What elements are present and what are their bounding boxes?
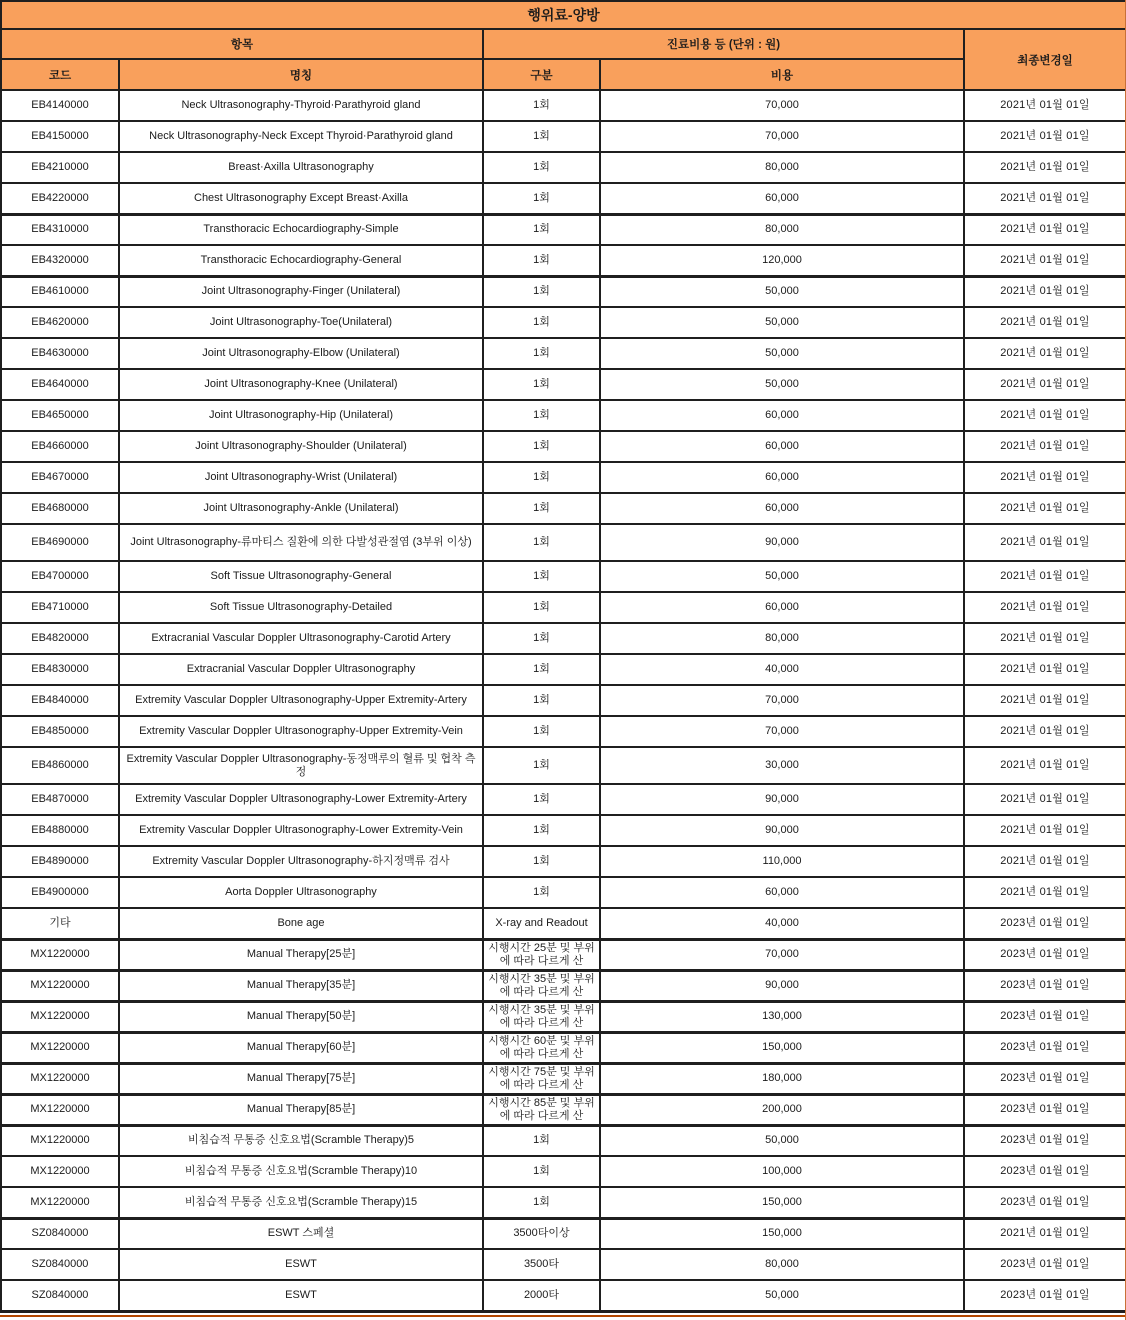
cell-date: 2021년 01월 01일 <box>964 784 1125 815</box>
header-category: 구분 <box>483 59 600 90</box>
cell-code: EB4900000 <box>1 877 119 908</box>
cell-code: EB4890000 <box>1 846 119 877</box>
cell-date: 2023년 01월 01일 <box>964 1156 1125 1187</box>
cell-date: 2023년 01월 01일 <box>964 1280 1125 1311</box>
cell-category: 1회 <box>483 462 600 493</box>
cell-code: EB4620000 <box>1 307 119 338</box>
fee-table-body <box>1 90 1125 1311</box>
table-row <box>1 1001 1125 1032</box>
cell-code: EB4670000 <box>1 462 119 493</box>
table-row <box>1 815 1125 846</box>
cell-category: 1회 <box>483 400 600 431</box>
cell-category: 1회 <box>483 877 600 908</box>
cell-cost: 60,000 <box>600 877 964 908</box>
cell-name: Neck Ultrasonography-Neck Except Thyroid·Parathyroid gland <box>119 121 483 152</box>
cell-name: Extremity Vascular Doppler Ultrasonography-Lower Extremity-Artery <box>119 784 483 815</box>
cell-name: Manual Therapy[85분] <box>119 1094 483 1125</box>
cell-name: Manual Therapy[60분] <box>119 1032 483 1063</box>
cell-name: Joint Ultrasonography-Ankle (Unilateral) <box>119 493 483 524</box>
cell-cost: 30,000 <box>600 747 964 784</box>
table-title-row <box>1 1 1125 29</box>
table-row <box>1 1094 1125 1125</box>
cell-name: Joint Ultrasonography-Hip (Unilateral) <box>119 400 483 431</box>
cell-name: Extracranial Vascular Doppler Ultrasonography <box>119 654 483 685</box>
table-row <box>1 121 1125 152</box>
cell-cost: 70,000 <box>600 685 964 716</box>
cell-date: 2021년 01월 01일 <box>964 276 1125 307</box>
table-row <box>1 1249 1125 1280</box>
cell-name: Manual Therapy[50분] <box>119 1001 483 1032</box>
cell-name: ESWT <box>119 1280 483 1311</box>
cell-cost: 60,000 <box>600 462 964 493</box>
cell-cost: 70,000 <box>600 90 964 121</box>
cell-name: Joint Ultrasonography-Finger (Unilateral) <box>119 276 483 307</box>
cell-cost: 70,000 <box>600 939 964 970</box>
cell-category: 시행시간 60분 및 부위에 따라 다르게 산 <box>483 1032 600 1063</box>
cell-category: 시행시간 85분 및 부위에 따라 다르게 산 <box>483 1094 600 1125</box>
cell-code: SZ0840000 <box>1 1218 119 1249</box>
cell-code: EB4660000 <box>1 431 119 462</box>
table-row <box>1 307 1125 338</box>
table-row <box>1 524 1125 561</box>
cell-cost: 70,000 <box>600 716 964 747</box>
cell-date: 2021년 01월 01일 <box>964 214 1125 245</box>
cell-date: 2021년 01월 01일 <box>964 307 1125 338</box>
cell-cost: 50,000 <box>600 338 964 369</box>
table-row <box>1 369 1125 400</box>
cell-cost: 50,000 <box>600 1125 964 1156</box>
cell-code: MX1220000 <box>1 1032 119 1063</box>
header-group-row <box>1 29 1125 59</box>
cell-code: SZ0840000 <box>1 1280 119 1311</box>
cell-code: EB4870000 <box>1 784 119 815</box>
cell-date: 2021년 01월 01일 <box>964 561 1125 592</box>
cell-code: MX1220000 <box>1 1001 119 1032</box>
cell-date: 2021년 01월 01일 <box>964 493 1125 524</box>
table-row <box>1 939 1125 970</box>
cell-date: 2023년 01월 01일 <box>964 1249 1125 1280</box>
cell-cost: 90,000 <box>600 970 964 1001</box>
cell-cost: 180,000 <box>600 1063 964 1094</box>
cell-date: 2021년 01월 01일 <box>964 462 1125 493</box>
table-row <box>1 561 1125 592</box>
cell-category: 시행시간 25분 및 부위에 따라 다르게 산 <box>483 939 600 970</box>
cell-category: 1회 <box>483 815 600 846</box>
cell-date: 2021년 01월 01일 <box>964 685 1125 716</box>
cell-code: EB4140000 <box>1 90 119 121</box>
cell-category: 1회 <box>483 846 600 877</box>
cell-date: 2021년 01월 01일 <box>964 747 1125 784</box>
cell-cost: 70,000 <box>600 121 964 152</box>
table-row <box>1 784 1125 815</box>
cell-date: 2021년 01월 01일 <box>964 877 1125 908</box>
cell-cost: 60,000 <box>600 592 964 623</box>
table-row <box>1 1280 1125 1311</box>
cell-category: 1회 <box>483 592 600 623</box>
cell-name: Soft Tissue Ultrasonography-General <box>119 561 483 592</box>
cell-category: 1회 <box>483 152 600 183</box>
cell-name: Extremity Vascular Doppler Ultrasonography-동정맥루의 혈류 및 협착 측정 <box>119 747 483 784</box>
cell-date: 2023년 01월 01일 <box>964 970 1125 1001</box>
cell-code: MX1220000 <box>1 939 119 970</box>
cell-name: 비침습적 무통증 신호요법(Scramble Therapy)15 <box>119 1187 483 1218</box>
cell-cost: 60,000 <box>600 493 964 524</box>
cell-date: 2023년 01월 01일 <box>964 908 1125 939</box>
cell-code: EB4850000 <box>1 716 119 747</box>
cell-category: 1회 <box>483 121 600 152</box>
cell-code: EB4710000 <box>1 592 119 623</box>
cell-name: 비침습적 무통증 신호요법(Scramble Therapy)5 <box>119 1125 483 1156</box>
header-last-modified: 최종변경일 <box>964 29 1125 90</box>
cell-category: 1회 <box>483 654 600 685</box>
cell-cost: 90,000 <box>600 524 964 561</box>
table-row <box>1 1156 1125 1187</box>
cell-date: 2023년 01월 01일 <box>964 1125 1125 1156</box>
cell-date: 2021년 01월 01일 <box>964 183 1125 214</box>
header-code: 코드 <box>1 59 119 90</box>
header-item-group: 항목 <box>1 29 483 59</box>
cell-category: 1회 <box>483 245 600 276</box>
cell-cost: 50,000 <box>600 561 964 592</box>
table-row <box>1 846 1125 877</box>
bottom-divider <box>0 1315 1125 1317</box>
cell-name: Neck Ultrasonography-Thyroid·Parathyroid gland <box>119 90 483 121</box>
table-row <box>1 592 1125 623</box>
cell-date: 2021년 01월 01일 <box>964 846 1125 877</box>
cell-name: Soft Tissue Ultrasonography-Detailed <box>119 592 483 623</box>
table-row <box>1 1032 1125 1063</box>
cell-date: 2021년 01월 01일 <box>964 400 1125 431</box>
cell-date: 2021년 01월 01일 <box>964 90 1125 121</box>
cell-name: Joint Ultrasonography-Toe(Unilateral) <box>119 307 483 338</box>
cell-date: 2023년 01월 01일 <box>964 1187 1125 1218</box>
cell-cost: 90,000 <box>600 815 964 846</box>
cell-cost: 80,000 <box>600 214 964 245</box>
cell-category: 1회 <box>483 1156 600 1187</box>
cell-cost: 50,000 <box>600 276 964 307</box>
cell-code: EB4860000 <box>1 747 119 784</box>
cell-name: Extracranial Vascular Doppler Ultrasonography-Carotid Artery <box>119 623 483 654</box>
cell-name: ESWT 스페셜 <box>119 1218 483 1249</box>
cell-code: EB4630000 <box>1 338 119 369</box>
cell-category: 1회 <box>483 307 600 338</box>
table-row <box>1 338 1125 369</box>
cell-cost: 40,000 <box>600 654 964 685</box>
cell-code: EB4650000 <box>1 400 119 431</box>
cell-code: MX1220000 <box>1 1063 119 1094</box>
cell-cost: 150,000 <box>600 1032 964 1063</box>
cell-name: Extremity Vascular Doppler Ultrasonography-하지정맥류 검사 <box>119 846 483 877</box>
cell-code: MX1220000 <box>1 970 119 1001</box>
cell-name: 비침습적 무통증 신호요법(Scramble Therapy)10 <box>119 1156 483 1187</box>
cell-name: Manual Therapy[75분] <box>119 1063 483 1094</box>
cell-code: SZ0840000 <box>1 1249 119 1280</box>
table-row <box>1 400 1125 431</box>
table-row <box>1 716 1125 747</box>
table-row <box>1 245 1125 276</box>
cell-code: 기타 <box>1 908 119 939</box>
cell-cost: 150,000 <box>600 1187 964 1218</box>
header-name: 명칭 <box>119 59 483 90</box>
cell-name: Transthoracic Echocardiography-General <box>119 245 483 276</box>
cell-date: 2021년 01월 01일 <box>964 654 1125 685</box>
cell-cost: 110,000 <box>600 846 964 877</box>
cell-name: Breast·Axilla Ultrasonography <box>119 152 483 183</box>
table-row <box>1 152 1125 183</box>
table-row <box>1 493 1125 524</box>
cell-category: 시행시간 35분 및 부위에 따라 다르게 산 <box>483 970 600 1001</box>
cell-cost: 60,000 <box>600 400 964 431</box>
cell-name: Joint Ultrasonography-류마티스 질환에 의한 다발성관절염 (3부위 이상) <box>119 524 483 561</box>
cell-category: 1회 <box>483 524 600 561</box>
cell-cost: 200,000 <box>600 1094 964 1125</box>
cell-date: 2023년 01월 01일 <box>964 1063 1125 1094</box>
cell-code: MX1220000 <box>1 1156 119 1187</box>
cell-category: 1회 <box>483 561 600 592</box>
cell-code: EB4880000 <box>1 815 119 846</box>
cell-cost: 50,000 <box>600 1280 964 1311</box>
cell-name: Chest Ultrasonography Except Breast·Axilla <box>119 183 483 214</box>
cell-code: EB4690000 <box>1 524 119 561</box>
cell-date: 2021년 01월 01일 <box>964 338 1125 369</box>
cell-cost: 80,000 <box>600 1249 964 1280</box>
cell-code: EB4700000 <box>1 561 119 592</box>
cell-category: 1회 <box>483 183 600 214</box>
cell-category: 1회 <box>483 493 600 524</box>
cell-name: Aorta Doppler Ultrasonography <box>119 877 483 908</box>
cell-code: EB4310000 <box>1 214 119 245</box>
cell-category: X-ray and Readout <box>483 908 600 939</box>
cell-category: 1회 <box>483 1187 600 1218</box>
cell-name: ESWT <box>119 1249 483 1280</box>
table-row <box>1 276 1125 307</box>
cell-name: Joint Ultrasonography-Wrist (Unilateral) <box>119 462 483 493</box>
cell-cost: 60,000 <box>600 183 964 214</box>
cell-name: Transthoracic Echocardiography-Simple <box>119 214 483 245</box>
cell-date: 2023년 01월 01일 <box>964 1032 1125 1063</box>
cell-name: Joint Ultrasonography-Shoulder (Unilateral) <box>119 431 483 462</box>
cell-cost: 90,000 <box>600 784 964 815</box>
table-row <box>1 1218 1125 1249</box>
cell-cost: 40,000 <box>600 908 964 939</box>
cell-date: 2021년 01월 01일 <box>964 524 1125 561</box>
cell-category: 2000타 <box>483 1280 600 1311</box>
cell-cost: 50,000 <box>600 369 964 400</box>
cell-code: EB4640000 <box>1 369 119 400</box>
table-row <box>1 623 1125 654</box>
cell-date: 2023년 01월 01일 <box>964 1094 1125 1125</box>
table-row <box>1 877 1125 908</box>
cell-code: EB4820000 <box>1 623 119 654</box>
cell-cost: 50,000 <box>600 307 964 338</box>
cell-code: MX1220000 <box>1 1187 119 1218</box>
cell-category: 1회 <box>483 784 600 815</box>
cell-code: EB4610000 <box>1 276 119 307</box>
cell-code: MX1220000 <box>1 1094 119 1125</box>
table-row <box>1 214 1125 245</box>
cell-category: 1회 <box>483 369 600 400</box>
cell-code: EB4150000 <box>1 121 119 152</box>
cell-date: 2021년 01월 01일 <box>964 623 1125 654</box>
cell-date: 2023년 01월 01일 <box>964 939 1125 970</box>
cell-code: MX1220000 <box>1 1125 119 1156</box>
cell-category: 1회 <box>483 685 600 716</box>
cell-name: Extremity Vascular Doppler Ultrasonography-Upper Extremity-Artery <box>119 685 483 716</box>
cell-code: EB4220000 <box>1 183 119 214</box>
cell-category: 1회 <box>483 276 600 307</box>
cell-cost: 130,000 <box>600 1001 964 1032</box>
cell-category: 1회 <box>483 1125 600 1156</box>
cell-category: 3500타이상 <box>483 1218 600 1249</box>
cell-cost: 120,000 <box>600 245 964 276</box>
cell-cost: 80,000 <box>600 152 964 183</box>
header-cost-group: 진료비용 등 (단위 : 원) <box>483 29 964 59</box>
cell-name: Joint Ultrasonography-Knee (Unilateral) <box>119 369 483 400</box>
cell-name: Manual Therapy[25분] <box>119 939 483 970</box>
cell-category: 3500타 <box>483 1249 600 1280</box>
cell-name: Joint Ultrasonography-Elbow (Unilateral) <box>119 338 483 369</box>
table-row <box>1 908 1125 939</box>
header-cost: 비용 <box>600 59 964 90</box>
cell-category: 1회 <box>483 214 600 245</box>
table-row <box>1 747 1125 784</box>
cell-category: 1회 <box>483 431 600 462</box>
table-row <box>1 970 1125 1001</box>
table-row <box>1 90 1125 121</box>
cell-name: Extremity Vascular Doppler Ultrasonography-Lower Extremity-Vein <box>119 815 483 846</box>
cell-name: Bone age <box>119 908 483 939</box>
cell-date: 2021년 01월 01일 <box>964 121 1125 152</box>
cell-cost: 80,000 <box>600 623 964 654</box>
cell-category: 시행시간 75분 및 부위에 따라 다르게 산 <box>483 1063 600 1094</box>
header-column-row <box>1 59 1125 90</box>
cell-date: 2021년 01월 01일 <box>964 369 1125 400</box>
cell-name: Extremity Vascular Doppler Ultrasonography-Upper Extremity-Vein <box>119 716 483 747</box>
cell-date: 2021년 01월 01일 <box>964 815 1125 846</box>
cell-date: 2021년 01월 01일 <box>964 1218 1125 1249</box>
cell-code: EB4840000 <box>1 685 119 716</box>
cell-date: 2021년 01월 01일 <box>964 431 1125 462</box>
cell-date: 2021년 01월 01일 <box>964 245 1125 276</box>
table-row <box>1 654 1125 685</box>
cell-code: EB4320000 <box>1 245 119 276</box>
cell-date: 2023년 01월 01일 <box>964 1001 1125 1032</box>
cell-cost: 100,000 <box>600 1156 964 1187</box>
cell-category: 1회 <box>483 716 600 747</box>
table-row <box>1 1125 1125 1156</box>
cell-date: 2021년 01월 01일 <box>964 716 1125 747</box>
cell-category: 1회 <box>483 90 600 121</box>
table-row <box>1 1187 1125 1218</box>
table-row <box>1 1063 1125 1094</box>
cell-category: 시행시간 35분 및 부위에 따라 다르게 산 <box>483 1001 600 1032</box>
cell-code: EB4830000 <box>1 654 119 685</box>
cell-name: Manual Therapy[35분] <box>119 970 483 1001</box>
table-row <box>1 183 1125 214</box>
cell-category: 1회 <box>483 747 600 784</box>
table-row <box>1 462 1125 493</box>
cell-cost: 60,000 <box>600 431 964 462</box>
page-title: 행위료-양방 <box>1 1 1125 29</box>
table-row <box>1 685 1125 716</box>
cell-category: 1회 <box>483 338 600 369</box>
cell-code: EB4680000 <box>1 493 119 524</box>
cell-category: 1회 <box>483 623 600 654</box>
cell-date: 2021년 01월 01일 <box>964 592 1125 623</box>
cell-cost: 150,000 <box>600 1218 964 1249</box>
table-row <box>1 431 1125 462</box>
cell-code: EB4210000 <box>1 152 119 183</box>
cell-date: 2021년 01월 01일 <box>964 152 1125 183</box>
